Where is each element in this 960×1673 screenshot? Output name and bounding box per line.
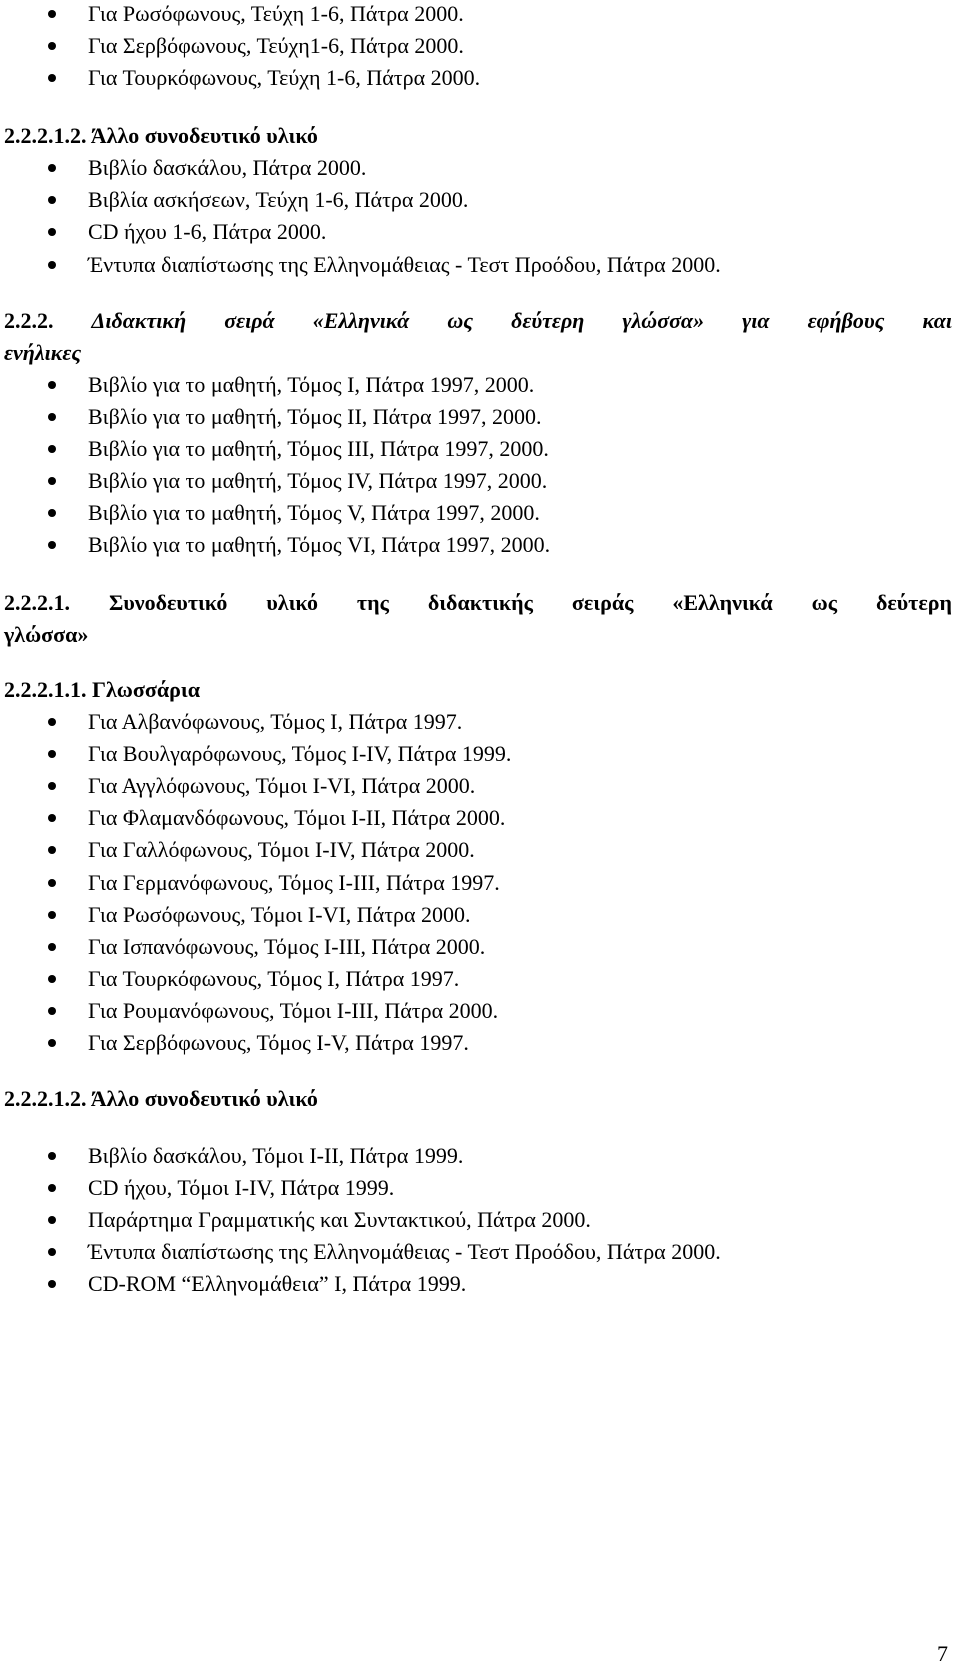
list-item: CD ήχου, Τόμοι Ι-ΙV, Πάτρα 1999. bbox=[88, 1177, 394, 1199]
bullet-icon bbox=[48, 846, 56, 854]
bullet-icon bbox=[48, 164, 56, 172]
bullet-icon bbox=[48, 1039, 56, 1047]
list-item: Για Αλβανόφωνους, Τόμος Ι, Πάτρα 1997. bbox=[88, 711, 462, 733]
bullet-icon bbox=[48, 975, 56, 983]
bullet-icon bbox=[48, 1280, 56, 1288]
section-heading: 2.2.2.1.2. Άλλο συνοδευτικό υλικό bbox=[4, 1086, 318, 1111]
list-item: Έντυπα διαπίστωσης της Ελληνομάθειας - Τεστ Προόδου, Πάτρα 2000. bbox=[88, 1241, 721, 1263]
list-item: Για Γαλλόφωνους, Τόμοι Ι-ΙV, Πάτρα 2000. bbox=[88, 839, 475, 861]
list-item: Για Ισπανόφωνους, Τόμος Ι-ΙΙΙ, Πάτρα 2000. bbox=[88, 936, 485, 958]
section-heading-continuation: ενήλικες bbox=[4, 340, 82, 365]
list-item: Για Ρουμανόφωνους, Τόμοι Ι-ΙΙΙ, Πάτρα 2000. bbox=[88, 1000, 498, 1022]
list-item: Για Ρωσόφωνους, Τόμοι Ι-VΙ, Πάτρα 2000. bbox=[88, 904, 471, 926]
list-item: Βιβλία ασκήσεων, Τεύχη 1-6, Πάτρα 2000. bbox=[88, 189, 468, 211]
bullet-icon bbox=[48, 541, 56, 549]
list-item: Έντυπα διαπίστωσης της Ελληνομάθειας - Τεστ Προόδου, Πάτρα 2000. bbox=[88, 254, 721, 276]
section-heading: 2.2.2.1. Συνοδευτικό υλικό της διδακτικής σειράς «Ελληνικά ως δεύτερη bbox=[4, 590, 952, 615]
list-item: Βιβλίο για το μαθητή, Τόμος ΙΙΙ, Πάτρα 1997, 2000. bbox=[88, 438, 549, 460]
section-heading: 2.2.2. Διδακτική σειρά «Ελληνικά ως δεύτερη γλώσσα» για εφήβους και bbox=[4, 308, 953, 333]
bullet-icon bbox=[48, 1248, 56, 1256]
bullet-icon bbox=[48, 1184, 56, 1192]
bullet-icon bbox=[48, 782, 56, 790]
list-item: Βιβλίο για το μαθητή, Τόμος Ι, Πάτρα 1997, 2000. bbox=[88, 374, 534, 396]
list-item: Για Ρωσόφωνους, Τεύχη 1-6, Πάτρα 2000. bbox=[88, 3, 464, 25]
bullet-icon bbox=[48, 879, 56, 887]
bullet-icon bbox=[48, 74, 56, 82]
section-heading: 2.2.2.1.2. Άλλο συνοδευτικό υλικό bbox=[4, 123, 318, 148]
page-number: 7 bbox=[937, 1641, 948, 1666]
bullet-icon bbox=[48, 445, 56, 453]
bullet-icon bbox=[48, 381, 56, 389]
list-item: Για Σερβόφωνους, Τόμος Ι-V, Πάτρα 1997. bbox=[88, 1032, 469, 1054]
list-item: Παράρτημα Γραμματικής και Συντακτικού, Πάτρα 2000. bbox=[88, 1209, 591, 1231]
list-item: Βιβλίο για το μαθητή, Τόμος VI, Πάτρα 1997, 2000. bbox=[88, 534, 550, 556]
section-heading-continuation: γλώσσα» bbox=[4, 622, 89, 647]
bullet-icon bbox=[48, 228, 56, 236]
list-item: Για Τουρκόφωνους, Τεύχη 1-6, Πάτρα 2000. bbox=[88, 67, 480, 89]
list-item: Για Γερμανόφωνους, Τόμος Ι-ΙΙΙ, Πάτρα 1997. bbox=[88, 872, 500, 894]
list-item: CD ήχου 1-6, Πάτρα 2000. bbox=[88, 221, 326, 243]
list-item: Για Σερβόφωνους, Τεύχη1-6, Πάτρα 2000. bbox=[88, 35, 464, 57]
list-item: Βιβλίο για το μαθητή, Τόμος IV, Πάτρα 1997, 2000. bbox=[88, 470, 547, 492]
list-item: Βιβλίο δασκάλου, Πάτρα 2000. bbox=[88, 157, 366, 179]
list-item: CD-ROM “Ελληνομάθεια” Ι, Πάτρα 1999. bbox=[88, 1273, 466, 1295]
bullet-icon bbox=[48, 413, 56, 421]
bullet-icon bbox=[48, 718, 56, 726]
section-heading: 2.2.2.1.1. Γλωσσάρια bbox=[4, 677, 200, 702]
list-item: Για Βουλγαρόφωνους, Τόμος Ι-ΙV, Πάτρα 1999. bbox=[88, 743, 511, 765]
bullet-icon bbox=[48, 261, 56, 269]
bullet-icon bbox=[48, 814, 56, 822]
list-item: Βιβλίο δασκάλου, Τόμοι Ι-ΙΙ, Πάτρα 1999. bbox=[88, 1145, 463, 1167]
list-item: Βιβλίο για το μαθητή, Τόμος V, Πάτρα 1997, 2000. bbox=[88, 502, 540, 524]
list-item: Βιβλίο για το μαθητή, Τόμος ΙΙ, Πάτρα 1997, 2000. bbox=[88, 406, 542, 428]
list-item: Για Φλαμανδόφωνους, Τόμοι Ι-ΙΙ, Πάτρα 2000. bbox=[88, 807, 505, 829]
bullet-icon bbox=[48, 10, 56, 18]
bullet-icon bbox=[48, 42, 56, 50]
bullet-icon bbox=[48, 1216, 56, 1224]
bullet-icon bbox=[48, 196, 56, 204]
bullet-icon bbox=[48, 911, 56, 919]
list-item: Για Τουρκόφωνους, Τόμος Ι, Πάτρα 1997. bbox=[88, 968, 459, 990]
bullet-icon bbox=[48, 509, 56, 517]
list-item: Για Αγγλόφωνους, Τόμοι Ι-VΙ, Πάτρα 2000. bbox=[88, 775, 475, 797]
bullet-icon bbox=[48, 943, 56, 951]
bullet-icon bbox=[48, 1152, 56, 1160]
bullet-icon bbox=[48, 750, 56, 758]
bullet-icon bbox=[48, 1007, 56, 1015]
bullet-icon bbox=[48, 477, 56, 485]
